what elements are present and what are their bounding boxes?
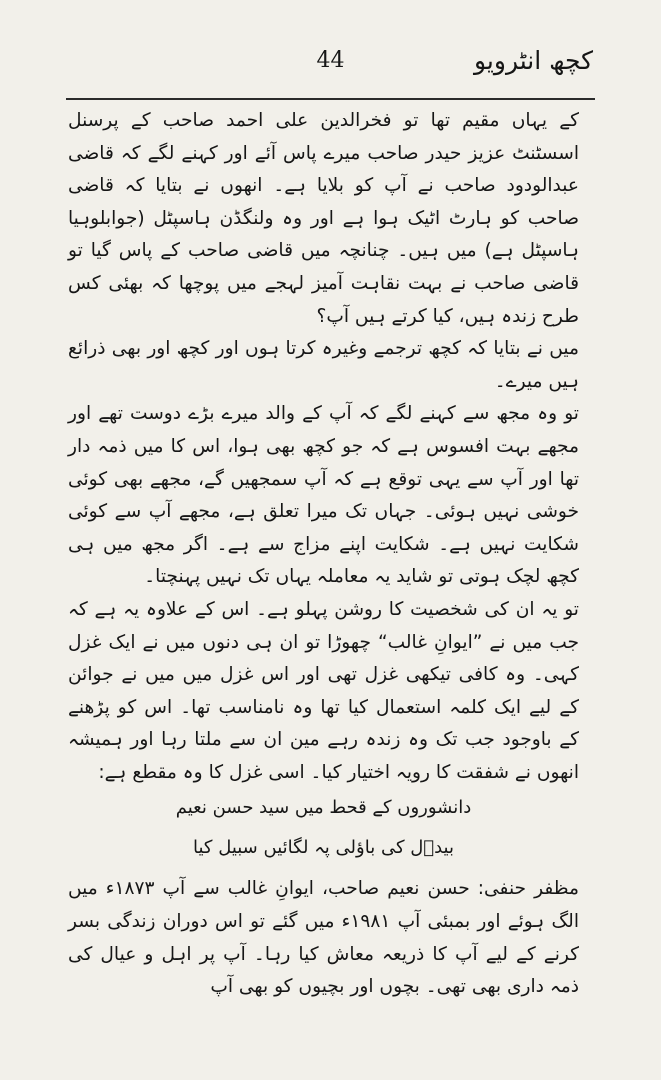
verse-line-1: دانشوروں کے قحط میں سید حسن نعیم — [175, 797, 472, 819]
page-header — [60, 42, 601, 92]
question-text: حسن نعیم صاحب، ایوانِ غالب سے آپ ۱۸۷۳ء میں الگ ہوئے اور بمبئی آپ ۱۹۸۱ء میں گئے تو اس دوران زندگی بسر کرنے کے لیے آپ کا ذریعہ معاش کیا رہا۔ آپ پر اہل و عیال کی ذمہ داری بھی تھی۔ بچوں اور بچیوں کو بھی آپ — [68, 878, 579, 998]
paragraph-2: میں نے بتایا کہ کچھ ترجمے وغیرہ کرتا ہوں اور کچھ اور بھی ذرائع ہیں میرے۔ — [68, 338, 579, 392]
page-number: 44 — [316, 48, 345, 73]
speaker-label: مظفر حنفی: — [477, 878, 579, 900]
verse-line-2: بیدؔل کی باؤلی پہ لگائیں سبیل کیا — [192, 837, 455, 859]
running-head: کچھ انٹرویو — [474, 46, 593, 75]
paragraph-3: تو وہ مجھ سے کہنے لگے کہ آپ کے والد میرے بڑے دوست تھے اور مجھے بہت افسوس ہے کہ جو کچھ بھی ہوا، اس کا میں ذمہ دار تھا اور آپ سے یہی توقع ہے کہ آپ سمجھیں گے، مجھے بھی کوئی خوشی نہیں ہوئی۔ جہاں تک میرا تعلق ہے، مجھے آپ سے کوئی شکایت نہیں ہے۔ شکایت اپنے مزاج سے ہے۔ اگر مجھ میں ہی کچھ لچک ہوتی تو شاید یہ معاملہ یہاں تک نہیں پہنچتا۔ — [68, 403, 579, 588]
question-paragraph — [68, 873, 579, 1003]
verse-block — [68, 793, 579, 863]
header-rule — [66, 98, 595, 100]
paragraph-1: کے یہاں مقیم تھا تو فخرالدین علی احمد صاحب کے پرسنل اسسٹنٹ عزیز حیدر صاحب میرے پاس آئے اور کہنے لگے کہ قاضی عبدالودود صاحب نے آپ کو بلایا ہے۔ انھوں نے بتایا کہ قاضی صاحب کو ہارٹ اٹیک ہوا ہے اور وہ ولنگڈن ہاسپٹل (جوابلوہیا ہاسپٹل ہے) میں ہیں۔ چنانچہ میں قاضی صاحب کے پاس گیا تو قاضی صاحب نے بہت نقاہت آمیز لہجے میں پوچھا کہ بھئی کس طرح زندہ ہیں، کیا کرتے ہیں آپ؟ — [68, 110, 579, 327]
page-body — [68, 105, 579, 1004]
paragraph-4: تو یہ ان کی شخصیت کا روشن پہلو ہے۔ اس کے علاوہ یہ ہے کہ جب میں نے ”ایوانِ غالب“ چھوڑا تو ان ہی دنوں میں نے ایک غزل کہی۔ وہ کافی تیکھی غزل تھی اور اس غزل میں میں نے جوائن کے لیے ایک کلمہ استعمال کیا تھا وہ نامناسب تھا۔ اس کو پڑھنے کے باوجود جب تک وہ زندہ رہے مین ان سے ملتا رہا اور ہمیشہ انھوں نے شفقت کا رویہ اختیار کیا۔ اسی غزل کا وہ مقطع ہے: — [68, 598, 579, 783]
